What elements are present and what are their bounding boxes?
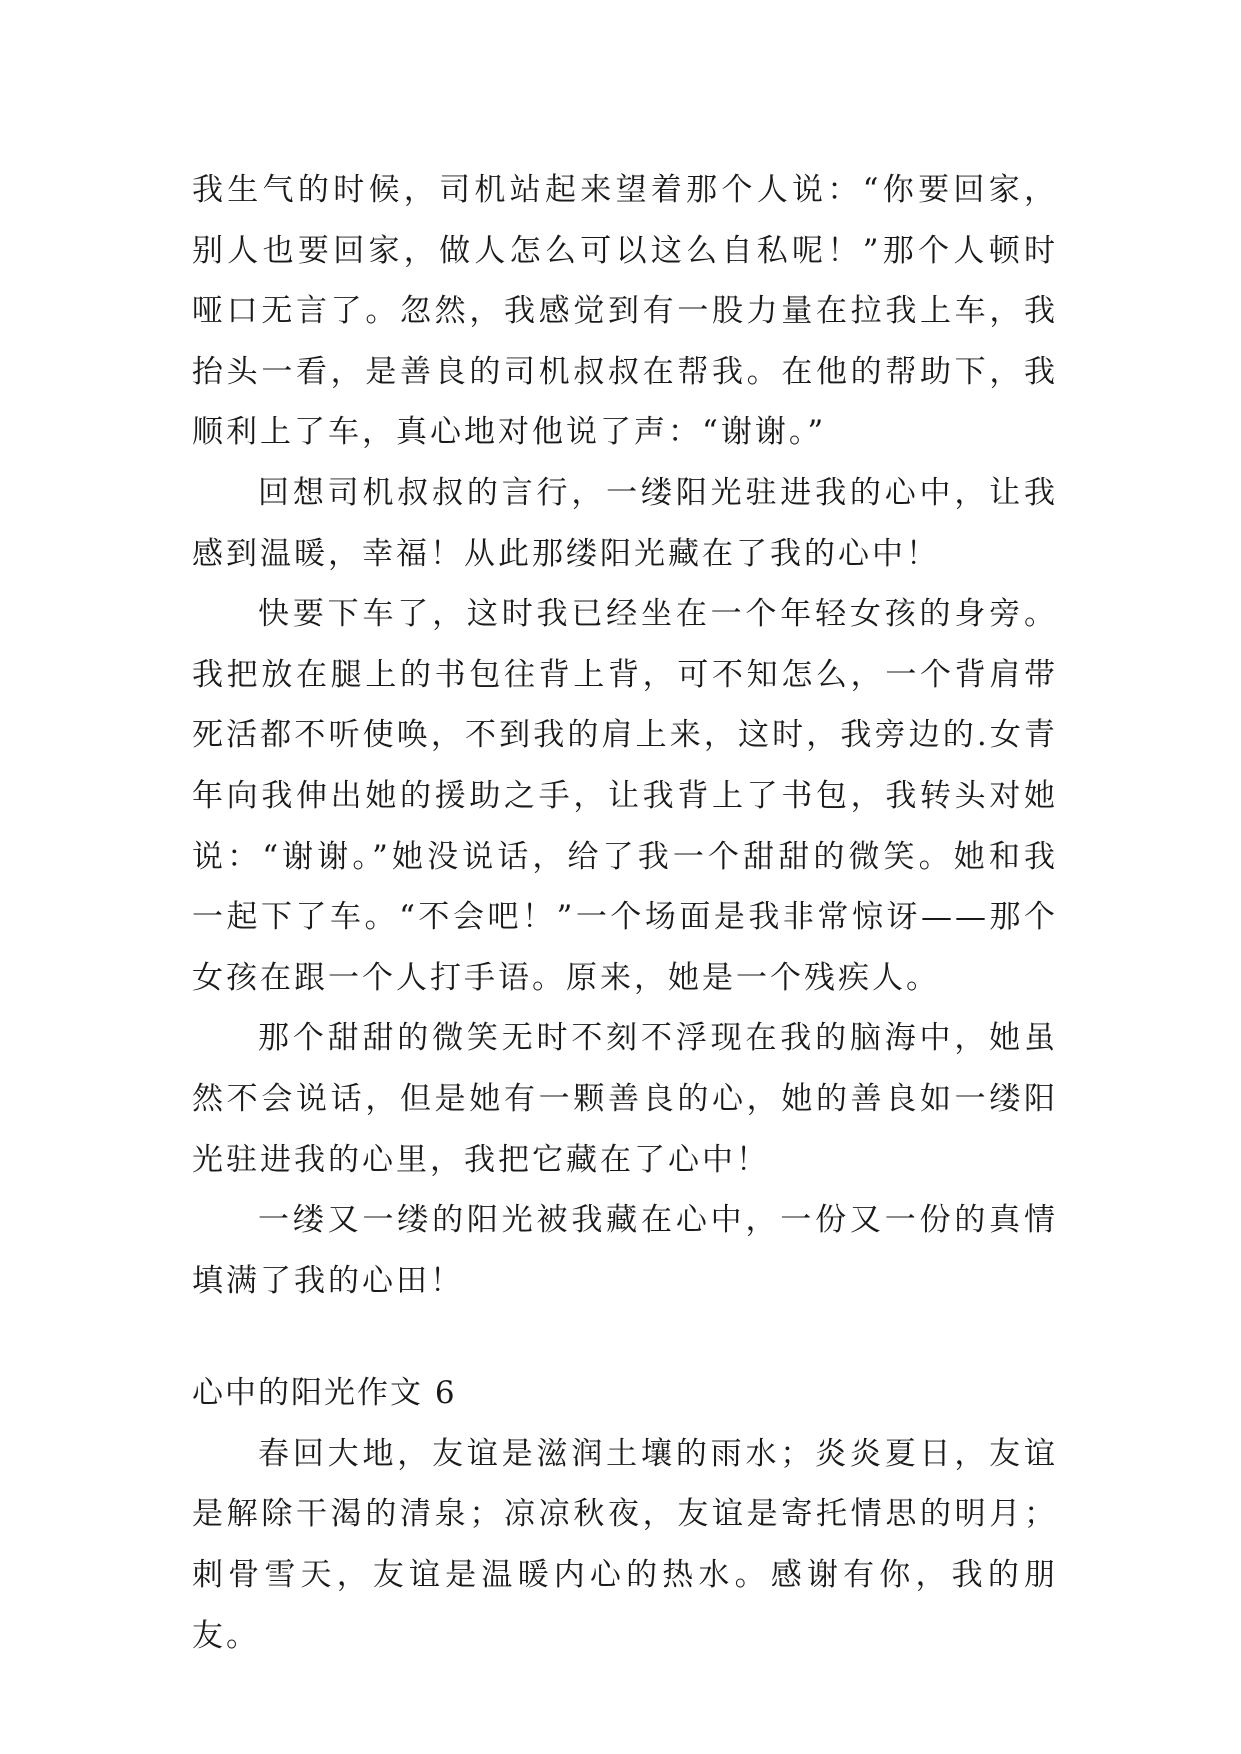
section-heading: 心中的阳光作文 6 [192, 1375, 457, 1412]
paragraph-5: 一缕又一缕的阳光被我藏在心中，一份又一份的真情填满了我的心田！ [192, 1202, 1058, 1299]
document-body [192, 160, 1058, 1666]
paragraph-6: 春回大地，友谊是滋润土壤的雨水；炎炎夏日，友谊是解除干渴的清泉；凉凉秋夜，友谊是寄托情思的明月；刺骨雪天，友谊是温暖内心的热水。感谢有你，我的朋友。 [192, 1435, 1058, 1654]
paragraph-4: 那个甜甜的微笑无时不刻不浮现在我的脑海中，她虽然不会说话，但是她有一颗善良的心，她的善良如一缕阳光驻进我的心里，我把它藏在了心中！ [192, 1020, 1058, 1178]
paragraph-1: 我生气的时候，司机站起来望着那个人说：“你要回家，别人也要回家，做人怎么可以这么自私呢！”那个人顿时哑口无言了。忽然，我感觉到有一股力量在拉我上车，我抬头一看，是善良的司机叔叔在帮我。在他的帮助下，我顺利上了车，真心地对他说了声：“谢谢。” [192, 172, 1058, 451]
paragraph-2: 回想司机叔叔的言行，一缕阳光驻进我的心中，让我感到温暖，幸福！从此那缕阳光藏在了我的心中！ [192, 474, 1058, 572]
paragraph-3: 快要下车了，这时我已经坐在一个年轻女孩的身旁。我把放在腿上的书包往背上背，可不知怎么，一个背肩带死活都不听使唤，不到我的肩上来，这时，我旁边的.女青年向我伸出她的援助之手，让我背上了书包，我转头对她说：“谢谢。”她没说话，给了我一个甜甜的微笑。她和我一起下了车。“不会吧！”一个场面是我非常惊讶——那个女孩在跟一个人打手语。原来，她是一个残疾人。 [192, 596, 1058, 996]
